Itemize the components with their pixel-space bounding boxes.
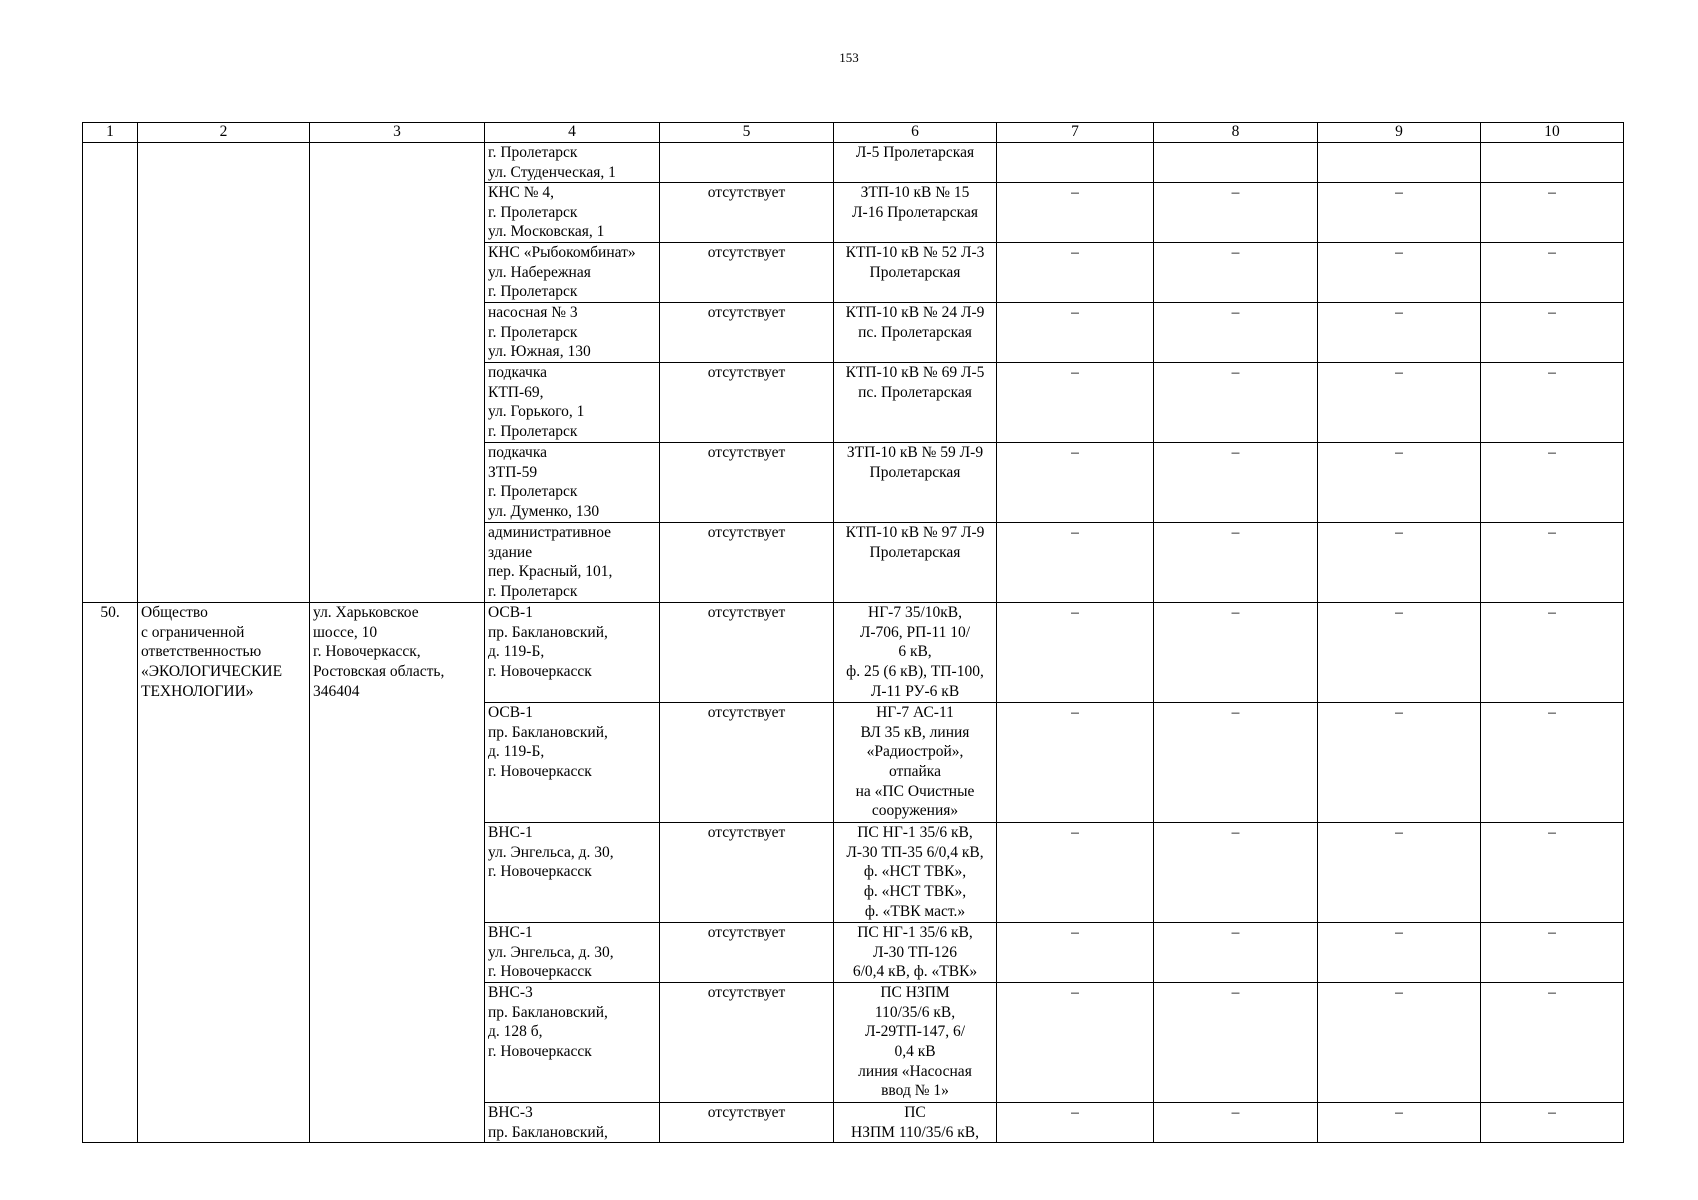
column-9-cell: – xyxy=(1318,243,1481,303)
column-9-cell: – xyxy=(1318,1103,1481,1143)
column-number: 2 xyxy=(138,123,310,143)
column-10-cell: – xyxy=(1481,923,1624,983)
status-cell: отсутствует xyxy=(660,1103,834,1143)
entry-number-cell: 50. xyxy=(83,603,138,1143)
column-10-cell: – xyxy=(1481,523,1624,603)
object-address-cell: ВНС-1 ул. Энгельса, д. 30, г. Новочеркасск xyxy=(485,823,660,923)
column-8-cell: – xyxy=(1154,1103,1318,1143)
object-address-cell: КНС № 4, г. Пролетарск ул. Московская, 1 xyxy=(485,183,660,243)
column-7-cell: – xyxy=(997,303,1154,363)
column-9-cell: – xyxy=(1318,523,1481,603)
object-address-cell: ОСВ-1 пр. Баклановский, д. 119-Б, г. Новочеркасск xyxy=(485,703,660,823)
object-address-cell: ВНС-1 ул. Энгельса, д. 30, г. Новочеркасск xyxy=(485,923,660,983)
status-cell: отсутствует xyxy=(660,983,834,1103)
column-7-cell xyxy=(997,143,1154,183)
column-10-cell: – xyxy=(1481,443,1624,523)
status-cell xyxy=(660,143,834,183)
column-8-cell: – xyxy=(1154,823,1318,923)
power-source-cell: КТП-10 кВ № 69 Л-5 пс. Пролетарская xyxy=(834,363,997,443)
status-cell: отсутствует xyxy=(660,303,834,363)
column-8-cell: – xyxy=(1154,703,1318,823)
column-9-cell: – xyxy=(1318,823,1481,923)
column-number: 3 xyxy=(310,123,485,143)
column-number: 8 xyxy=(1154,123,1318,143)
organization-address-cell xyxy=(310,143,485,603)
power-source-cell: НГ-7 35/10кВ, Л-706, РП-11 10/ 6 кВ, ф. 25 (6 кВ), ТП-100, Л-11 РУ-6 кВ xyxy=(834,603,997,703)
object-address-cell: ВНС-3 пр. Баклановский, д. 128 б, г. Новочеркасск xyxy=(485,983,660,1103)
column-7-cell: – xyxy=(997,983,1154,1103)
object-address-cell: подкачка КТП-69, ул. Горького, 1 г. Пролетарск xyxy=(485,363,660,443)
column-10-cell: – xyxy=(1481,183,1624,243)
column-number-row xyxy=(83,123,1624,143)
column-9-cell: – xyxy=(1318,923,1481,983)
status-cell: отсутствует xyxy=(660,523,834,603)
column-10-cell: – xyxy=(1481,983,1624,1103)
status-cell: отсутствует xyxy=(660,363,834,443)
column-9-cell: – xyxy=(1318,303,1481,363)
power-source-cell: ЗТП-10 кВ № 15 Л-16 Пролетарская xyxy=(834,183,997,243)
power-source-cell: ЗТП-10 кВ № 59 Л-9 Пролетарская xyxy=(834,443,997,523)
object-address-cell: подкачка ЗТП-59 г. Пролетарск ул. Думенко, 130 xyxy=(485,443,660,523)
column-8-cell: – xyxy=(1154,243,1318,303)
column-10-cell: – xyxy=(1481,303,1624,363)
column-number: 7 xyxy=(997,123,1154,143)
power-source-cell: ПС НГ-1 35/6 кВ, Л-30 ТП-35 6/0,4 кВ, ф. «НСТ ТВК», ф. «НСТ ТВК», ф. «ТВК маст.» xyxy=(834,823,997,923)
column-7-cell: – xyxy=(997,243,1154,303)
column-8-cell: – xyxy=(1154,443,1318,523)
organization-cell: Общество с ограниченной ответственностью «ЭКОЛОГИЧЕСКИЕ ТЕХНОЛОГИИ» xyxy=(138,603,310,1143)
column-10-cell xyxy=(1481,143,1624,183)
column-number: 9 xyxy=(1318,123,1481,143)
status-cell: отсутствует xyxy=(660,443,834,523)
column-8-cell xyxy=(1154,143,1318,183)
status-cell: отсутствует xyxy=(660,703,834,823)
column-9-cell: – xyxy=(1318,363,1481,443)
column-9-cell: – xyxy=(1318,703,1481,823)
column-10-cell: – xyxy=(1481,1103,1624,1143)
status-cell: отсутствует xyxy=(660,823,834,923)
column-8-cell: – xyxy=(1154,983,1318,1103)
column-8-cell: – xyxy=(1154,303,1318,363)
column-9-cell: – xyxy=(1318,983,1481,1103)
table-row xyxy=(83,603,1624,703)
object-address-cell: насосная № 3 г. Пролетарск ул. Южная, 130 xyxy=(485,303,660,363)
column-number: 10 xyxy=(1481,123,1624,143)
organization-cell xyxy=(138,143,310,603)
column-number: 6 xyxy=(834,123,997,143)
object-address-cell: административное здание пер. Красный, 101, г. Пролетарск xyxy=(485,523,660,603)
column-10-cell: – xyxy=(1481,363,1624,443)
column-7-cell: – xyxy=(997,603,1154,703)
power-source-cell: ПС НЗПМ 110/35/6 кВ, Л-29ТП-147, 6/ 0,4 кВ линия «Насосная ввод № 1» xyxy=(834,983,997,1103)
power-source-cell: ПС НЗПМ 110/35/6 кВ, xyxy=(834,1103,997,1143)
column-8-cell: – xyxy=(1154,923,1318,983)
column-7-cell: – xyxy=(997,523,1154,603)
column-7-cell: – xyxy=(997,823,1154,923)
power-source-cell: КТП-10 кВ № 24 Л-9 пс. Пролетарская xyxy=(834,303,997,363)
column-number: 1 xyxy=(83,123,138,143)
column-7-cell: – xyxy=(997,363,1154,443)
object-address-cell: г. Пролетарск ул. Студенческая, 1 xyxy=(485,143,660,183)
status-cell: отсутствует xyxy=(660,603,834,703)
column-7-cell: – xyxy=(997,703,1154,823)
column-number: 4 xyxy=(485,123,660,143)
status-cell: отсутствует xyxy=(660,183,834,243)
column-10-cell: – xyxy=(1481,823,1624,923)
status-cell: отсутствует xyxy=(660,923,834,983)
page-number: 153 xyxy=(839,50,859,65)
column-10-cell: – xyxy=(1481,603,1624,703)
column-10-cell: – xyxy=(1481,243,1624,303)
column-7-cell: – xyxy=(997,1103,1154,1143)
column-8-cell: – xyxy=(1154,363,1318,443)
power-source-cell: ПС НГ-1 35/6 кВ, Л-30 ТП-126 6/0,4 кВ, ф. «ТВК» xyxy=(834,923,997,983)
column-10-cell: – xyxy=(1481,703,1624,823)
column-9-cell: – xyxy=(1318,603,1481,703)
power-source-cell: КТП-10 кВ № 97 Л-9 Пролетарская xyxy=(834,523,997,603)
object-address-cell: ОСВ-1 пр. Баклановский, д. 119-Б, г. Новочеркасск xyxy=(485,603,660,703)
column-9-cell: – xyxy=(1318,183,1481,243)
power-source-cell: Л-5 Пролетарская xyxy=(834,143,997,183)
object-address-cell: КНС «Рыбокомбинат» ул. Набережная г. Пролетарск xyxy=(485,243,660,303)
status-cell: отсутствует xyxy=(660,243,834,303)
object-address-cell: ВНС-3 пр. Баклановский, xyxy=(485,1103,660,1143)
power-source-cell: НГ-7 АС-11 ВЛ 35 кВ, линия «Радиострой», отпайка на «ПС Очистные сооружения» xyxy=(834,703,997,823)
column-8-cell: – xyxy=(1154,603,1318,703)
column-8-cell: – xyxy=(1154,183,1318,243)
column-9-cell: – xyxy=(1318,443,1481,523)
column-9-cell xyxy=(1318,143,1481,183)
column-8-cell: – xyxy=(1154,523,1318,603)
table-row xyxy=(83,143,1624,183)
registry-table xyxy=(82,122,1624,1143)
power-source-cell: КТП-10 кВ № 52 Л-3 Пролетарская xyxy=(834,243,997,303)
organization-address-cell: ул. Харьковское шоссе, 10 г. Новочеркасск, Ростовская область, 346404 xyxy=(310,603,485,1143)
column-7-cell: – xyxy=(997,183,1154,243)
entry-number-cell xyxy=(83,143,138,603)
column-7-cell: – xyxy=(997,443,1154,523)
column-number: 5 xyxy=(660,123,834,143)
column-7-cell: – xyxy=(997,923,1154,983)
